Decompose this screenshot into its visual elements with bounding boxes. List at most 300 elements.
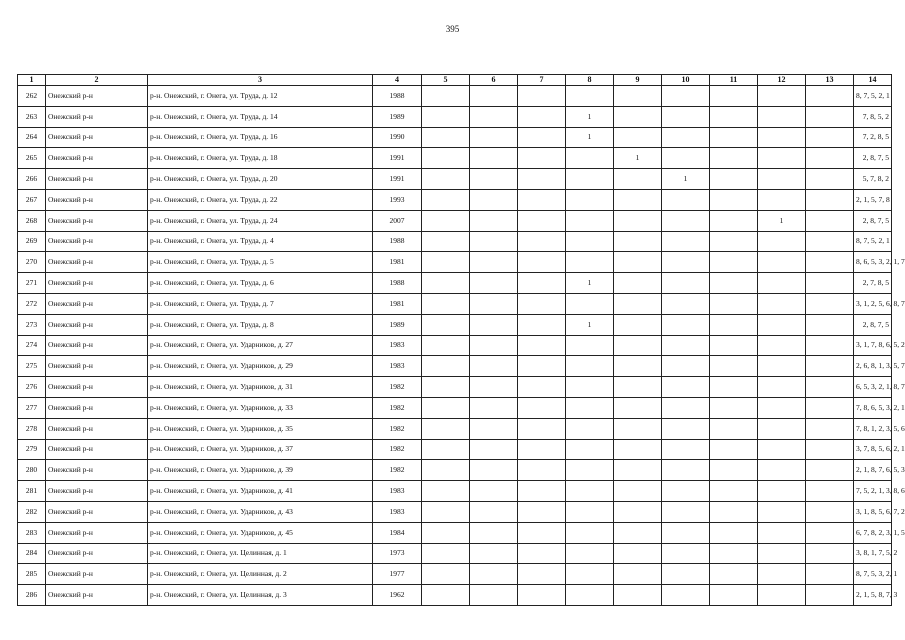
- column-6-cell: [470, 189, 518, 210]
- row-number-cell: 283: [18, 522, 46, 543]
- table-row: [18, 481, 892, 502]
- district-cell: Онежский р-н: [46, 585, 148, 606]
- column-6-cell: [470, 210, 518, 231]
- column-12-cell: [758, 522, 806, 543]
- column-11-cell: [710, 564, 758, 585]
- row-number-cell: 279: [18, 439, 46, 460]
- column-8-cell: [566, 377, 614, 398]
- column-12-cell: [758, 439, 806, 460]
- address-cell: р-н. Онежский, г. Онега, ул. Труда, д. 22: [148, 189, 373, 210]
- table-row: [18, 460, 892, 481]
- column-6-cell: [470, 231, 518, 252]
- column-13-cell: [806, 397, 854, 418]
- address-cell: р-н. Онежский, г. Онега, ул. Ударников, д. 43: [148, 501, 373, 522]
- column-9-cell: [614, 273, 662, 294]
- column-10-cell: [662, 231, 710, 252]
- address-cell: р-н. Онежский, г. Онега, ул. Ударников, д. 31: [148, 377, 373, 398]
- column-11-cell: [710, 293, 758, 314]
- table-row: [18, 86, 892, 107]
- year-cell: 1989: [373, 314, 422, 335]
- row-number-cell: 273: [18, 314, 46, 335]
- column-7-cell: [518, 501, 566, 522]
- column-5-cell: [422, 501, 470, 522]
- housing-register-table: [17, 74, 905, 606]
- column-5-cell: [422, 231, 470, 252]
- column-7-cell: [518, 293, 566, 314]
- year-cell: 1982: [373, 439, 422, 460]
- year-cell: 1983: [373, 335, 422, 356]
- address-cell: р-н. Онежский, г. Онега, ул. Ударников, д. 45: [148, 522, 373, 543]
- table-body: [18, 86, 905, 606]
- column-5-cell: [422, 314, 470, 335]
- column-11-cell: [710, 397, 758, 418]
- year-cell: 1984: [373, 522, 422, 543]
- column-9-cell: [614, 210, 662, 231]
- column-7-cell: [518, 522, 566, 543]
- column-8-cell: [566, 564, 614, 585]
- year-cell: 1993: [373, 189, 422, 210]
- column-12-cell: [758, 501, 806, 522]
- column-12-cell: [758, 169, 806, 190]
- table-row: [18, 148, 892, 169]
- priority-order-cell: 3, 8, 1, 7, 5, 2: [854, 543, 892, 564]
- column-10-cell: [662, 585, 710, 606]
- table-row: [18, 252, 892, 273]
- table-row: [18, 293, 892, 314]
- column-8-cell: [566, 86, 614, 107]
- column-7-cell: [518, 106, 566, 127]
- column-12-cell: [758, 189, 806, 210]
- column-8-cell: [566, 356, 614, 377]
- column-11-cell: [710, 314, 758, 335]
- address-cell: р-н. Онежский, г. Онега, ул. Труда, д. 4: [148, 231, 373, 252]
- column-5-cell: [422, 86, 470, 107]
- column-12-cell: [758, 273, 806, 294]
- table-row: [18, 106, 892, 127]
- column-6-cell: [470, 148, 518, 169]
- column-header: 11: [710, 75, 758, 86]
- row-number-cell: 276: [18, 377, 46, 398]
- table-row: [18, 564, 892, 585]
- row-number-cell: 266: [18, 169, 46, 190]
- priority-order-cell: 7, 5, 2, 1, 3, 8, 6: [854, 481, 892, 502]
- row-number-cell: 281: [18, 481, 46, 502]
- district-cell: Онежский р-н: [46, 210, 148, 231]
- column-13-cell: [806, 169, 854, 190]
- column-11-cell: [710, 210, 758, 231]
- column-header: 13: [806, 75, 854, 86]
- column-10-cell: [662, 356, 710, 377]
- column-11-cell: [710, 418, 758, 439]
- priority-order-cell: 7, 8, 1, 2, 3, 5, 6: [854, 418, 892, 439]
- column-header: 6: [470, 75, 518, 86]
- column-8-cell: 1: [566, 314, 614, 335]
- column-11-cell: [710, 273, 758, 294]
- year-cell: 2007: [373, 210, 422, 231]
- column-8-cell: [566, 293, 614, 314]
- column-5-cell: [422, 356, 470, 377]
- column-8-cell: [566, 397, 614, 418]
- column-5-cell: [422, 273, 470, 294]
- column-12-cell: [758, 543, 806, 564]
- column-header: 5: [422, 75, 470, 86]
- column-13-cell: [806, 293, 854, 314]
- district-cell: Онежский р-н: [46, 252, 148, 273]
- column-7-cell: [518, 481, 566, 502]
- priority-order-cell: 7, 8, 6, 5, 3, 2, 1: [854, 397, 892, 418]
- column-9-cell: [614, 314, 662, 335]
- column-11-cell: [710, 439, 758, 460]
- column-10-cell: [662, 481, 710, 502]
- column-5-cell: [422, 460, 470, 481]
- table-row: [18, 231, 892, 252]
- column-7-cell: [518, 273, 566, 294]
- row-number-cell: 286: [18, 585, 46, 606]
- column-6-cell: [470, 501, 518, 522]
- column-11-cell: [710, 127, 758, 148]
- year-cell: 1962: [373, 585, 422, 606]
- column-13-cell: [806, 377, 854, 398]
- year-cell: 1983: [373, 481, 422, 502]
- column-8-cell: [566, 460, 614, 481]
- column-5-cell: [422, 210, 470, 231]
- column-8-cell: 1: [566, 106, 614, 127]
- column-10-cell: [662, 252, 710, 273]
- column-13-cell: [806, 356, 854, 377]
- column-11-cell: [710, 522, 758, 543]
- priority-order-cell: 2, 8, 7, 5: [854, 148, 892, 169]
- year-cell: 1991: [373, 148, 422, 169]
- column-8-cell: 1: [566, 273, 614, 294]
- row-number-cell: 278: [18, 418, 46, 439]
- column-header: 14: [854, 75, 892, 86]
- column-12-cell: [758, 148, 806, 169]
- priority-order-cell: 2, 6, 8, 1, 3, 5, 7: [854, 356, 892, 377]
- table-row: [18, 522, 892, 543]
- address-cell: р-н. Онежский, г. Онега, ул. Труда, д. 20: [148, 169, 373, 190]
- address-cell: р-н. Онежский, г. Онега, ул. Целинная, д. 2: [148, 564, 373, 585]
- year-cell: 1981: [373, 252, 422, 273]
- column-6-cell: [470, 397, 518, 418]
- column-5-cell: [422, 564, 470, 585]
- row-number-cell: 280: [18, 460, 46, 481]
- column-10-cell: [662, 564, 710, 585]
- table-row: [18, 210, 892, 231]
- priority-order-cell: 7, 2, 8, 5: [854, 127, 892, 148]
- address-cell: р-н. Онежский, г. Онега, ул. Труда, д. 16: [148, 127, 373, 148]
- year-cell: 1983: [373, 356, 422, 377]
- priority-order-cell: 8, 6, 5, 3, 2, 1, 7: [854, 252, 892, 273]
- table-row: [18, 585, 892, 606]
- column-5-cell: [422, 377, 470, 398]
- column-13-cell: [806, 210, 854, 231]
- column-6-cell: [470, 273, 518, 294]
- column-12-cell: [758, 293, 806, 314]
- column-header: 9: [614, 75, 662, 86]
- column-10-cell: [662, 293, 710, 314]
- column-10-cell: [662, 106, 710, 127]
- column-header: 10: [662, 75, 710, 86]
- column-13-cell: [806, 585, 854, 606]
- column-5-cell: [422, 418, 470, 439]
- address-cell: р-н. Онежский, г. Онега, ул. Труда, д. 12: [148, 86, 373, 107]
- district-cell: Онежский р-н: [46, 169, 148, 190]
- column-7-cell: [518, 377, 566, 398]
- column-11-cell: [710, 501, 758, 522]
- column-6-cell: [470, 86, 518, 107]
- column-12-cell: [758, 314, 806, 335]
- column-10-cell: [662, 418, 710, 439]
- column-7-cell: [518, 564, 566, 585]
- address-cell: р-н. Онежский, г. Онега, ул. Ударников, д. 33: [148, 397, 373, 418]
- column-8-cell: [566, 522, 614, 543]
- column-13-cell: [806, 439, 854, 460]
- column-13-cell: [806, 522, 854, 543]
- district-cell: Онежский р-н: [46, 106, 148, 127]
- table-row: [18, 169, 892, 190]
- district-cell: Онежский р-н: [46, 273, 148, 294]
- district-cell: Онежский р-н: [46, 148, 148, 169]
- priority-order-cell: 3, 1, 7, 8, 6, 5, 2: [854, 335, 892, 356]
- priority-order-cell: 2, 1, 8, 7, 6, 5, 3: [854, 460, 892, 481]
- district-cell: Онежский р-н: [46, 356, 148, 377]
- column-11-cell: [710, 189, 758, 210]
- column-6-cell: [470, 543, 518, 564]
- column-9-cell: 1: [614, 148, 662, 169]
- priority-order-cell: 2, 1, 5, 8, 7, 3: [854, 585, 892, 606]
- column-9-cell: [614, 585, 662, 606]
- table-row: [18, 418, 892, 439]
- column-7-cell: [518, 169, 566, 190]
- table-row: [18, 189, 892, 210]
- column-7-cell: [518, 86, 566, 107]
- address-cell: р-н. Онежский, г. Онега, ул. Целинная, д. 1: [148, 543, 373, 564]
- column-8-cell: [566, 335, 614, 356]
- priority-order-cell: 7, 8, 5, 2: [854, 106, 892, 127]
- column-12-cell: [758, 397, 806, 418]
- year-cell: 1977: [373, 564, 422, 585]
- column-7-cell: [518, 397, 566, 418]
- column-6-cell: [470, 314, 518, 335]
- column-8-cell: [566, 501, 614, 522]
- column-header: 1: [18, 75, 46, 86]
- row-number-cell: 277: [18, 397, 46, 418]
- column-7-cell: [518, 418, 566, 439]
- column-10-cell: [662, 377, 710, 398]
- row-number-cell: 267: [18, 189, 46, 210]
- address-cell: р-н. Онежский, г. Онега, ул. Ударников, д. 29: [148, 356, 373, 377]
- column-10-cell: [662, 543, 710, 564]
- column-13-cell: [806, 86, 854, 107]
- column-header: 2: [46, 75, 148, 86]
- district-cell: Онежский р-н: [46, 460, 148, 481]
- column-11-cell: [710, 148, 758, 169]
- column-10-cell: 1: [662, 169, 710, 190]
- district-cell: Онежский р-н: [46, 543, 148, 564]
- column-5-cell: [422, 397, 470, 418]
- column-7-cell: [518, 356, 566, 377]
- column-10-cell: [662, 273, 710, 294]
- priority-order-cell: 2, 8, 7, 5: [854, 210, 892, 231]
- district-cell: Онежский р-н: [46, 335, 148, 356]
- row-number-cell: 270: [18, 252, 46, 273]
- district-cell: Онежский р-н: [46, 231, 148, 252]
- column-12-cell: [758, 585, 806, 606]
- column-header: 7: [518, 75, 566, 86]
- column-6-cell: [470, 169, 518, 190]
- column-9-cell: [614, 356, 662, 377]
- priority-order-cell: 3, 1, 8, 5, 6, 7, 2: [854, 501, 892, 522]
- table-row: [18, 439, 892, 460]
- column-5-cell: [422, 585, 470, 606]
- year-cell: 1989: [373, 106, 422, 127]
- table-row: [18, 273, 892, 294]
- column-9-cell: [614, 127, 662, 148]
- column-9-cell: [614, 106, 662, 127]
- column-8-cell: [566, 148, 614, 169]
- column-6-cell: [470, 439, 518, 460]
- priority-order-cell: 6, 7, 8, 2, 3, 1, 5: [854, 522, 892, 543]
- address-cell: р-н. Онежский, г. Онега, ул. Целинная, д. 3: [148, 585, 373, 606]
- column-9-cell: [614, 481, 662, 502]
- column-6-cell: [470, 377, 518, 398]
- column-11-cell: [710, 86, 758, 107]
- column-6-cell: [470, 418, 518, 439]
- column-13-cell: [806, 418, 854, 439]
- column-7-cell: [518, 127, 566, 148]
- row-number-cell: 282: [18, 501, 46, 522]
- column-6-cell: [470, 481, 518, 502]
- year-cell: 1991: [373, 169, 422, 190]
- column-9-cell: [614, 439, 662, 460]
- column-11-cell: [710, 377, 758, 398]
- column-header: 3: [148, 75, 373, 86]
- column-5-cell: [422, 252, 470, 273]
- column-11-cell: [710, 481, 758, 502]
- column-5-cell: [422, 293, 470, 314]
- priority-order-cell: 8, 7, 5, 2, 1: [854, 231, 892, 252]
- column-13-cell: [806, 460, 854, 481]
- row-number-cell: 272: [18, 293, 46, 314]
- table-row: [18, 356, 892, 377]
- district-cell: Онежский р-н: [46, 127, 148, 148]
- column-9-cell: [614, 522, 662, 543]
- column-11-cell: [710, 335, 758, 356]
- row-number-cell: 269: [18, 231, 46, 252]
- column-10-cell: [662, 314, 710, 335]
- year-cell: 1990: [373, 127, 422, 148]
- year-cell: 1973: [373, 543, 422, 564]
- column-8-cell: [566, 543, 614, 564]
- column-13-cell: [806, 273, 854, 294]
- district-cell: Онежский р-н: [46, 397, 148, 418]
- column-12-cell: [758, 86, 806, 107]
- column-6-cell: [470, 293, 518, 314]
- column-11-cell: [710, 460, 758, 481]
- row-number-cell: 274: [18, 335, 46, 356]
- year-cell: 1982: [373, 377, 422, 398]
- column-7-cell: [518, 460, 566, 481]
- row-number-cell: 262: [18, 86, 46, 107]
- year-cell: 1981: [373, 293, 422, 314]
- address-cell: р-н. Онежский, г. Онега, ул. Ударников, д. 27: [148, 335, 373, 356]
- column-10-cell: [662, 148, 710, 169]
- column-8-cell: [566, 210, 614, 231]
- column-11-cell: [710, 169, 758, 190]
- column-13-cell: [806, 335, 854, 356]
- column-5-cell: [422, 439, 470, 460]
- header-row: [18, 75, 892, 86]
- column-8-cell: 1: [566, 127, 614, 148]
- column-6-cell: [470, 356, 518, 377]
- column-9-cell: [614, 335, 662, 356]
- column-10-cell: [662, 189, 710, 210]
- column-9-cell: [614, 86, 662, 107]
- column-12-cell: 1: [758, 210, 806, 231]
- column-6-cell: [470, 127, 518, 148]
- column-11-cell: [710, 356, 758, 377]
- column-8-cell: [566, 189, 614, 210]
- column-9-cell: [614, 252, 662, 273]
- address-cell: р-н. Онежский, г. Онега, ул. Труда, д. 24: [148, 210, 373, 231]
- column-10-cell: [662, 501, 710, 522]
- column-10-cell: [662, 210, 710, 231]
- column-13-cell: [806, 189, 854, 210]
- column-13-cell: [806, 106, 854, 127]
- column-5-cell: [422, 127, 470, 148]
- column-12-cell: [758, 418, 806, 439]
- column-11-cell: [710, 231, 758, 252]
- column-12-cell: [758, 460, 806, 481]
- row-number-cell: 265: [18, 148, 46, 169]
- year-cell: 1988: [373, 86, 422, 107]
- column-12-cell: [758, 231, 806, 252]
- row-number-cell: 271: [18, 273, 46, 294]
- column-7-cell: [518, 148, 566, 169]
- priority-order-cell: 2, 7, 8, 5: [854, 273, 892, 294]
- district-cell: Онежский р-н: [46, 314, 148, 335]
- column-12-cell: [758, 356, 806, 377]
- column-7-cell: [518, 439, 566, 460]
- column-13-cell: [806, 252, 854, 273]
- column-8-cell: [566, 418, 614, 439]
- address-cell: р-н. Онежский, г. Онега, ул. Ударников, д. 39: [148, 460, 373, 481]
- column-10-cell: [662, 522, 710, 543]
- year-cell: 1988: [373, 273, 422, 294]
- year-cell: 1982: [373, 418, 422, 439]
- column-11-cell: [710, 252, 758, 273]
- column-13-cell: [806, 543, 854, 564]
- column-7-cell: [518, 231, 566, 252]
- address-cell: р-н. Онежский, г. Онега, ул. Труда, д. 6: [148, 273, 373, 294]
- row-number-cell: 263: [18, 106, 46, 127]
- table-row: [18, 501, 892, 522]
- column-13-cell: [806, 501, 854, 522]
- table-header: [18, 75, 892, 86]
- column-12-cell: [758, 127, 806, 148]
- priority-order-cell: 2, 1, 5, 7, 8: [854, 189, 892, 210]
- column-9-cell: [614, 564, 662, 585]
- district-cell: Онежский р-н: [46, 481, 148, 502]
- page-number: 395: [445, 24, 460, 34]
- address-cell: р-н. Онежский, г. Онега, ул. Ударников, д. 37: [148, 439, 373, 460]
- address-cell: р-н. Онежский, г. Онега, ул. Ударников, д. 41: [148, 481, 373, 502]
- column-6-cell: [470, 252, 518, 273]
- column-6-cell: [470, 335, 518, 356]
- column-13-cell: [806, 231, 854, 252]
- column-12-cell: [758, 481, 806, 502]
- column-6-cell: [470, 585, 518, 606]
